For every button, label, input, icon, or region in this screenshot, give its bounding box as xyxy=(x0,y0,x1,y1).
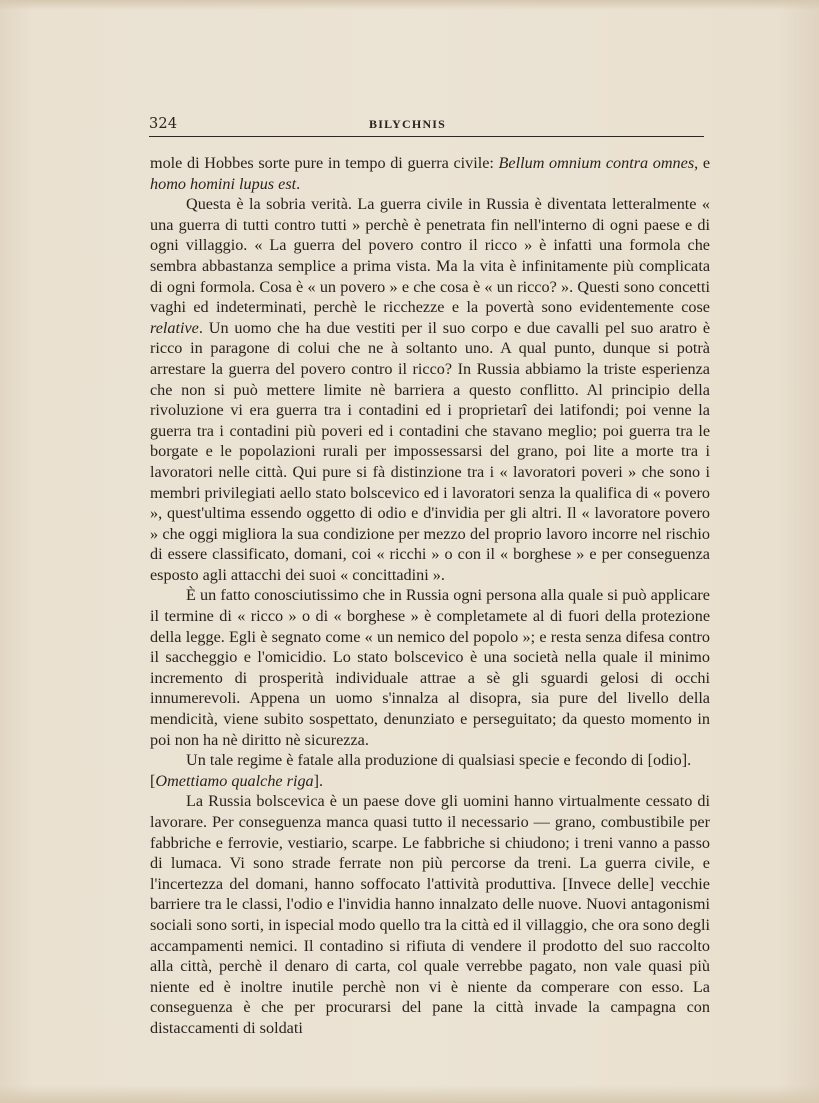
p1-text-after: . xyxy=(296,174,301,193)
page-number: 324 xyxy=(149,116,178,132)
running-head: BILYCHNIS xyxy=(369,117,447,131)
p1-italic-1: Bellum omnium contra omnes xyxy=(498,154,695,172)
p1-text-mid: , e xyxy=(694,154,711,172)
paragraph-5: La Russia bolscevica è un paese dove gli uomini hanno virtualmente cessato di lavorare. Per conseguenza manca quasi tutto il necessario — grano, combustibile per fabbriche e ferrovie, vestiario, scarpe. Le fabbriche si chiudono; i treni vanno a passo di lumaca. Vi sono strade ferrate non più percorse da treni. La guerra civile, e l'incertezza del domani, hanno soffocato l'attività produttiva. [Invece delle] vecchie barriere tra le classi, l'odio e l'invidia hanno innalzato delle nuove. Nuovi antagonismi sociali sono sorti, in ispecial modo quello tra la città ed il villaggio, che ora sono degli accampamenti nemici. Il contadino si rifiuta di vendere il prodotto del suo raccolto alla città, perchè il denaro di carta, col quale verrebbe pagato, non vale quasi più niente ed è inoltre inutile perchè non vi è niente da comperare con esso. La conseguenza è che per procurarsi del pane la città invade la campagna con distaccamenti di soldati xyxy=(150,792,710,1037)
paragraph-4 xyxy=(150,750,710,791)
header-rule xyxy=(149,136,704,137)
p4-bracket-open: [ xyxy=(150,771,156,790)
p2-text-after: . Un uomo che ha due vestiti per il suo corpo e due cavalli pel suo aratro è ricco in paragone di colui che ne à soltanto uno. A qual punto, dunque si potrà arrestare la guerra del povero contro il ricco? In Russia abbiamo la triste esperienza che non si può mettere limite nè barriera a questo conflitto. Al principio della rivoluzione vi era guerra tra i contadini ed i proprietarî dei latifondi; poi venne la guerra tra i contadini più poveri ed i contadini che stavano meglio; poi guerra tra le borgate e le popolazioni rurali per impossessarsi del grano, poi lite a morte tra i lavoratori nelle città. Qui pure si fà distinzione tra i « lavoratori poveri » che sono i membri privilegiati aello stato bolscevico ed i lavoratori senza la qualifica di « povero », quest'ultima essendo oggetto di odio e d'invidia per gli altri. Il « lavoratore povero » che oggi migliora la sua condizione per mezzo del proprio lavoro incorre nel rischio di essere classificato, domani, coi « ricchi » o con il « borghese » e per conseguenza esposto agli attacchi dei suoi « concittadini ». xyxy=(150,318,710,584)
p2-italic: relative xyxy=(150,318,199,337)
p2-text-before: Questa è la sobria verità. La guerra civile in Russia è diventata letteralmente « una guerra di tutti contro tutti » perchè è penetrata fin nell'interno di ogni paese e di ogni villaggio. « La guerra del povero contro il ricco » è infatti una formola che sembra abbastanza semplice a prima vista. Ma la vita è infinitamente più complicata di ogni formola. Cosa è « un povero » e che cosa è « un ricco? ». Questi sono concetti vaghi ed indeterminati, perchè le ricchezze e la povertà sono evidentemente cose xyxy=(150,195,710,317)
p4-italic: Omettiamo qualche riga xyxy=(155,771,314,790)
p1-text-before: mole di Hobbes sorte pure in tempo di guerra civile: xyxy=(150,154,499,172)
p4-bracket-close: ]. xyxy=(313,771,324,790)
paragraph-3: È un fatto conosciutissimo che in Russia ogni persona alla quale si può applicare il termine di « ricco » o di « borghese » è completamete al di fuori della protezione della legge. Egli è segnato come « un nemico del popolo »; e resta senza difesa contro il saccheggio e l'omicidio. Lo stato bolscevico è una società nella quale il minimo incremento di prosperità individuale attrae a sè gli sguardi gelosi di occhi innumerevoli. Appena un uomo s'innalza al disopra, sia pure del livello della mendicità, viene subito sospettato, denunziato e perseguitato; da questo momento in poi non ha nè diritto nè sicurezza. xyxy=(150,586,710,749)
paragraph-2 xyxy=(150,194,710,585)
page-header xyxy=(149,114,719,138)
paragraph-1 xyxy=(150,153,710,194)
body-text xyxy=(150,153,710,1039)
p4-text: Un tale regime è fatale alla produzione di qualsiasi specie e fecondo di [odio]. xyxy=(186,751,692,770)
p1-italic-2: homo homini lupus est xyxy=(150,174,297,193)
